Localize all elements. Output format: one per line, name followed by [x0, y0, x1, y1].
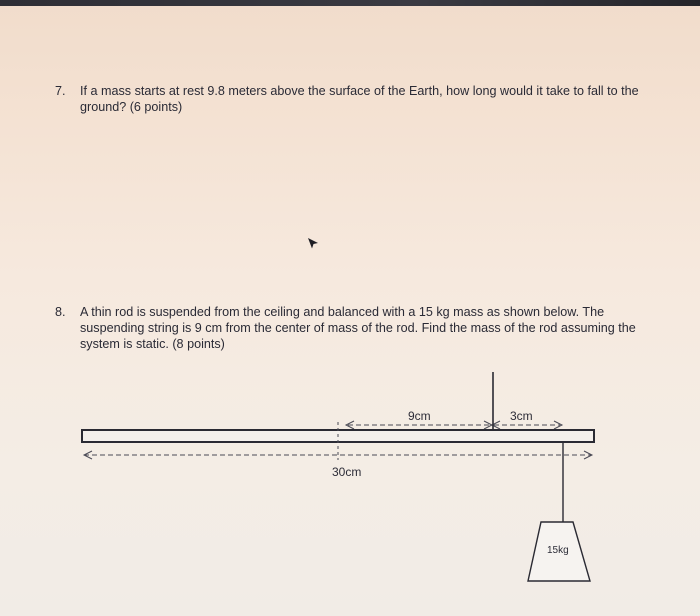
label-30cm: 30cm [332, 465, 362, 479]
mass-label: 15kg [547, 545, 569, 556]
question-text: If a mass starts at rest 9.8 meters above the surface of the Earth, how long would it take to fall to the ground? (6 points) [80, 84, 639, 114]
label-3cm: 3cm [510, 409, 533, 423]
label-9cm: 9cm [408, 409, 431, 423]
question-text: A thin rod is suspended from the ceiling and balanced with a 15 kg mass as shown below. The suspending string is 9 cm from the center of mass of the rod. Find the mass of the rod assuming the system is static. (8 points) [80, 305, 636, 351]
question-number: 8. [55, 305, 66, 319]
question-number: 7. [55, 84, 66, 98]
